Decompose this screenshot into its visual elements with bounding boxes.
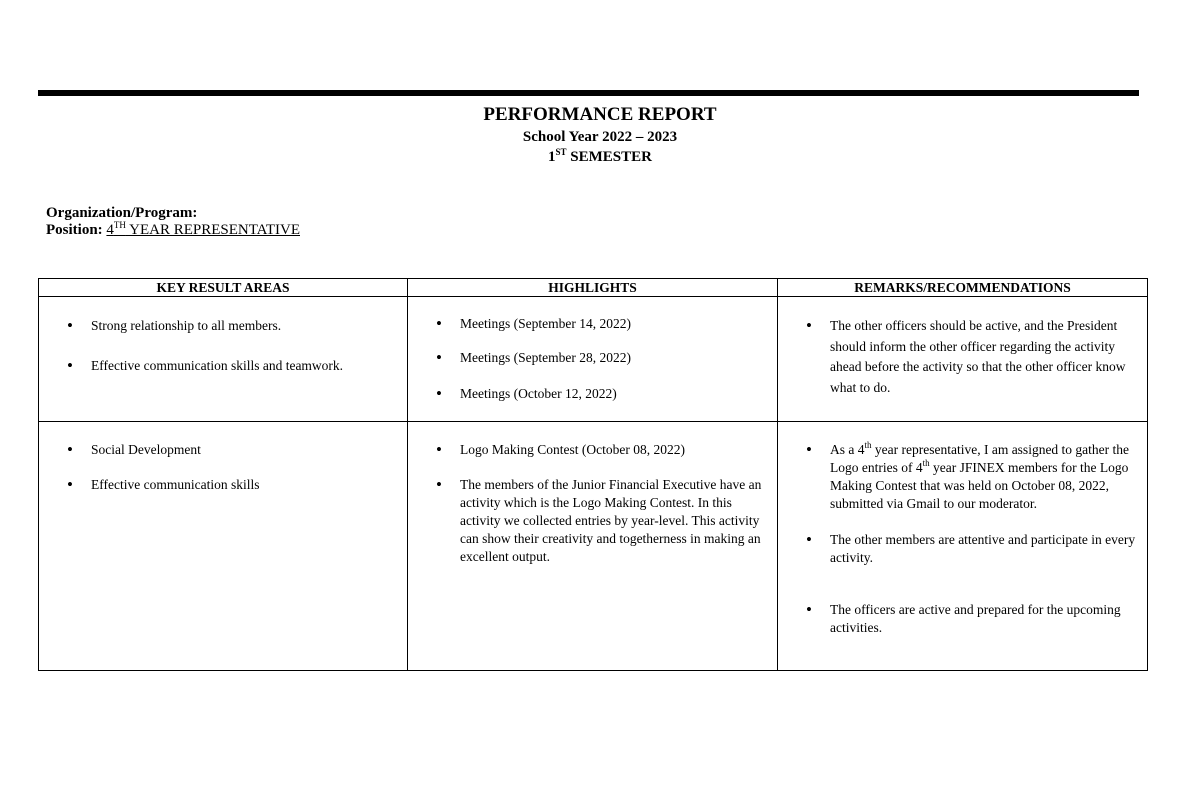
list-item: • Strong relationship to all members. [91, 317, 399, 335]
school-year: School Year 2022 – 2023 [522, 129, 678, 145]
list-item: • Meetings (September 28, 2022) [460, 349, 769, 367]
list-item: • The members of the Junior Financial Executive have an activity which is the Logo Making Contest. In this activity we collected entries by year-level. This activity can show their creativity and togetherness in making an excellent output. [460, 476, 769, 566]
remarks-cell [778, 422, 1148, 671]
position-value: 4TH YEAR REPRESENTATIVE [106, 220, 300, 238]
key-result-areas-cell [39, 297, 408, 422]
list-item: • Social Development [91, 441, 399, 459]
table-row [39, 297, 1148, 422]
list-item: • The other officers should be active, and the President should inform the other officer regarding the activity ahead before the activity so that the other officer know what to do. [830, 316, 1139, 398]
table-row [39, 422, 1148, 671]
column-header-highlights: HIGHLIGHTS [408, 279, 778, 297]
organization-label: Organization/Program: [46, 205, 198, 221]
list-item: • The other members are attentive and participate in every activity. [830, 531, 1139, 567]
organization-line [46, 205, 300, 222]
remarks-cell [778, 297, 1148, 422]
position-line [46, 222, 300, 239]
highlights-cell [408, 297, 778, 422]
table-header-row [39, 279, 1148, 297]
position-label: Position: [46, 222, 103, 238]
list-item: • Effective communication skills and teamwork. [91, 357, 399, 375]
key-result-areas-cell [39, 422, 408, 671]
report-meta [46, 205, 300, 239]
list-item: • Logo Making Contest (October 08, 2022) [460, 441, 769, 459]
list-item: • Meetings (September 14, 2022) [460, 315, 769, 333]
semester: 1ST SEMESTER [548, 147, 652, 165]
list-item: • As a 4th year representative, I am assigned to gather the Logo entries of 4th year JFINEX members for the Logo Making Contest that was held on October 08, 2022, submitted via Gmail to our moderator. [830, 441, 1139, 513]
list-item: • Meetings (October 12, 2022) [460, 385, 769, 403]
report-header [0, 103, 1200, 167]
highlights-cell [408, 422, 778, 671]
column-header-key-result-areas: KEY RESULT AREAS [39, 279, 408, 297]
performance-table [38, 278, 1148, 671]
list-item: • The officers are active and prepared for the upcoming activities. [830, 601, 1139, 637]
page-title: PERFORMANCE REPORT [483, 104, 717, 125]
column-header-remarks: REMARKS/RECOMMENDATIONS [778, 279, 1148, 297]
top-divider-rule [38, 90, 1139, 96]
list-item: • Effective communication skills [91, 476, 399, 494]
